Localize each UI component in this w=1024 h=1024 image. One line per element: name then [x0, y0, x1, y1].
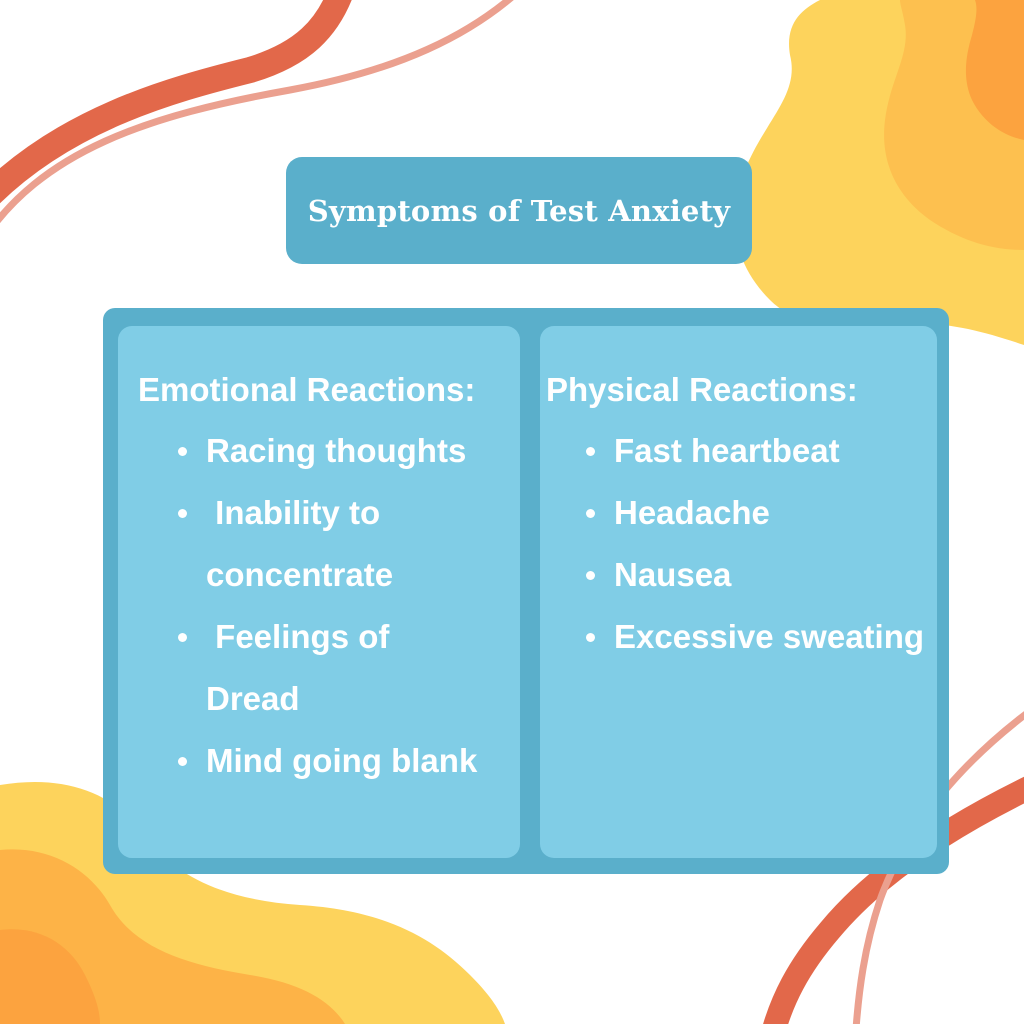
list-item: Inability to concentrate [178, 482, 502, 606]
emotional-reactions-heading: Emotional Reactions: [138, 371, 476, 408]
list-item: Headache [586, 482, 919, 544]
physical-reactions-list [546, 420, 925, 668]
page-title: Symptoms of Test Anxiety [307, 193, 731, 228]
emotional-reactions-column [118, 326, 520, 858]
bullet-dot-icon [586, 509, 595, 518]
physical-reactions-column [540, 326, 937, 858]
list-item: Mind going blank [178, 730, 502, 792]
list-item: Nausea [586, 544, 919, 606]
list-item: Feelings of Dread [178, 606, 502, 730]
bullet-dot-icon [586, 571, 595, 580]
emotional-reactions-list [138, 420, 502, 792]
list-item: Racing thoughts [178, 420, 502, 482]
list-item: Fast heartbeat [586, 420, 919, 482]
bullet-dot-icon [178, 633, 187, 642]
bullet-dot-icon [178, 447, 187, 456]
list-item: Excessive sweating [586, 606, 919, 668]
bullet-dot-icon [586, 633, 595, 642]
reactions-panel [103, 308, 949, 874]
bullet-dot-icon [586, 447, 595, 456]
physical-reactions-heading: Physical Reactions: [546, 371, 858, 408]
bullet-dot-icon [178, 509, 187, 518]
title-banner [286, 157, 752, 264]
bullet-dot-icon [178, 757, 187, 766]
